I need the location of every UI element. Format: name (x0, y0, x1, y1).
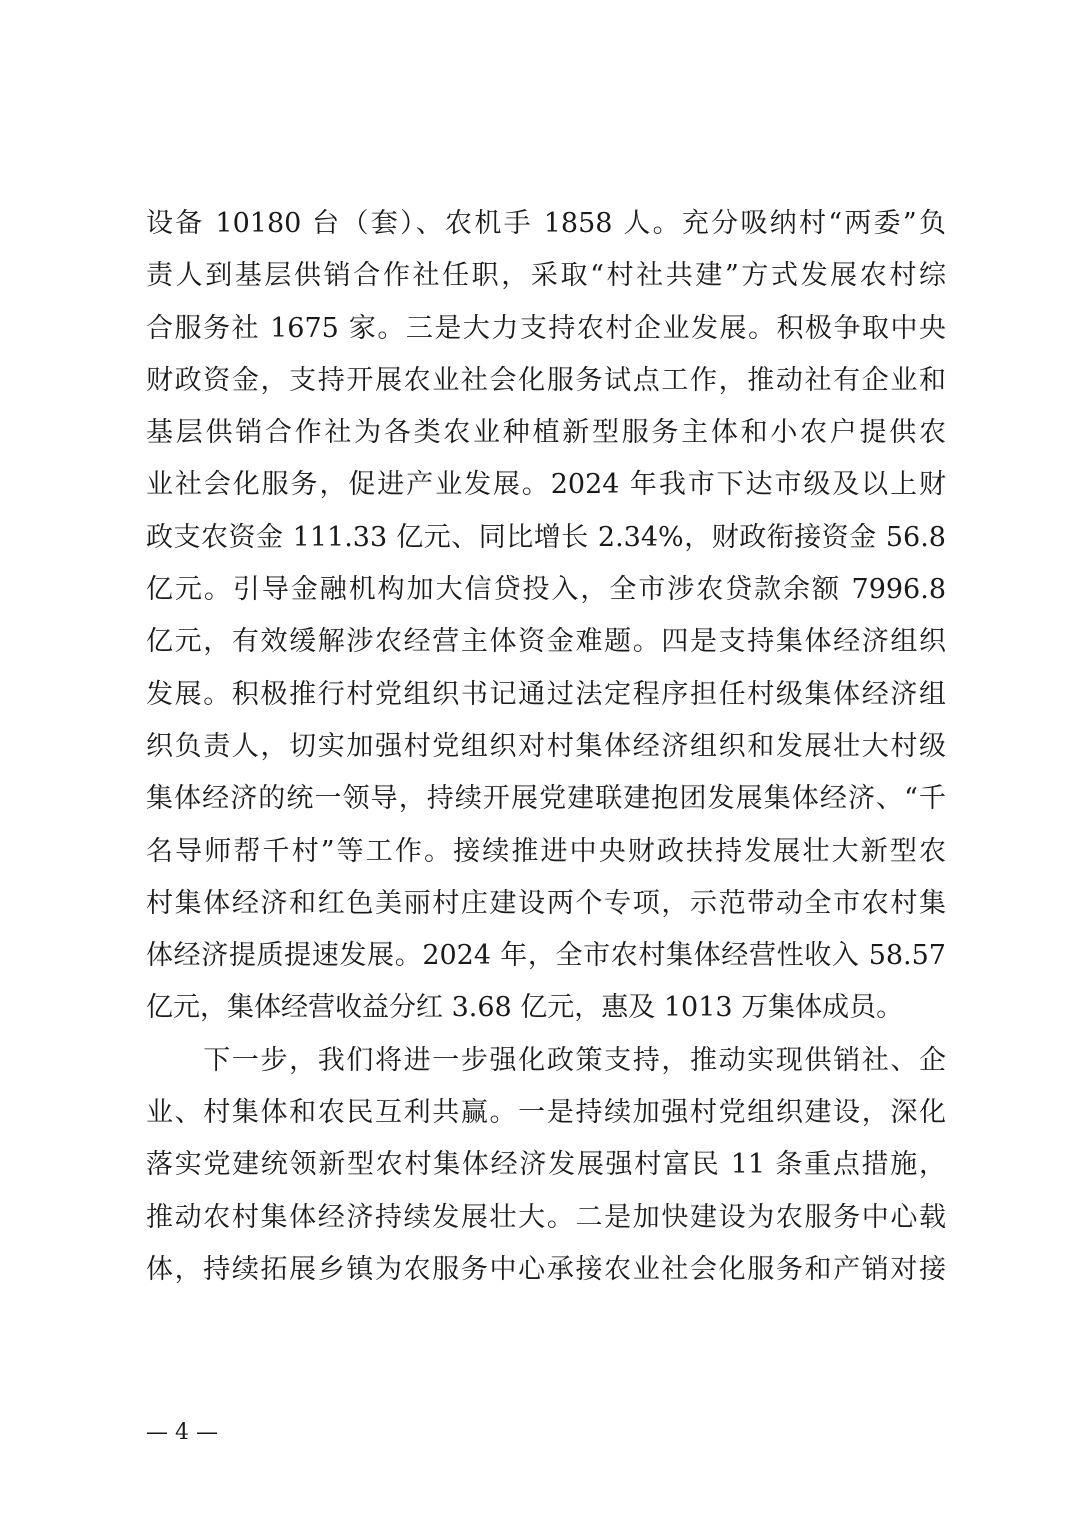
text-line: 村集体经济和红色美丽村庄建设两个专项，示范带动全市农村集 (146, 887, 946, 919)
text-line: 责人到基层供销合作社任职，采取“村社共建”方式发展农村综 (146, 260, 946, 292)
text-line: 亿元，有效缓解涉农经营主体资金难题。四是支持集体经济组织 (146, 626, 946, 658)
text-line: 推动农村集体经济持续发展壮大。二是加快建设为农服务中心载 (146, 1201, 946, 1233)
text-line: 集体经济的统一领导，持续开展党建联建抱团发展集体经济、“千 (146, 783, 946, 815)
text-line: 落实党建统领新型农村集体经济发展强村富民 11 条重点措施， (146, 1149, 946, 1181)
text-line: 织负责人，切实加强村党组织对村集体经济组织和发展壮大村级 (146, 730, 946, 762)
body-text (146, 198, 946, 1296)
text-line: 设备 10180 台（套）、农机手 1858 人。充分吸纳村“两委”负 (146, 208, 946, 239)
text-line: 下一步，我们将进一步强化政策支持，推动实现供销社、企 (146, 1044, 946, 1076)
text-line: 业社会化服务，促进产业发展。2024 年我市下达市级及以上财 (146, 469, 946, 501)
text-line: 体，持续拓展乡镇为农服务中心承接农业社会化服务和产销对接 (146, 1253, 946, 1285)
page-number: — 4 — (146, 1420, 218, 1445)
text-line: 体经济提质提速发展。2024 年，全市农村集体经营性收入 58.57 (146, 940, 946, 972)
text-line: 发展。积极推行村党组织书记通过法定程序担任村级集体经济组 (146, 678, 946, 710)
text-line: 业、村集体和农民互利共赢。一是持续加强村党组织建设，深化 (146, 1097, 946, 1129)
text-line: 合服务社 1675 家。三是大力支持农村企业发展。积极争取中央 (146, 312, 946, 344)
text-line: 政支农资金 111.33 亿元、同比增长 2.34%，财政衔接资金 56.8 (146, 521, 946, 553)
text-line: 亿元，集体经营收益分红 3.68 亿元，惠及 1013 万集体成员。 (146, 992, 904, 1024)
text-line: 财政资金，支持开展农业社会化服务试点工作，推动社有企业和 (146, 364, 946, 396)
text-line: 基层供销合作社为各类农业种植新型服务主体和小农户提供农 (146, 417, 946, 449)
text-line: 亿元。引导金融机构加大信贷投入，全市涉农贷款余额 7996.8 (146, 574, 946, 606)
text-line: 名导师帮千村”等工作。接续推进中央财政扶持发展壮大新型农 (146, 835, 946, 867)
